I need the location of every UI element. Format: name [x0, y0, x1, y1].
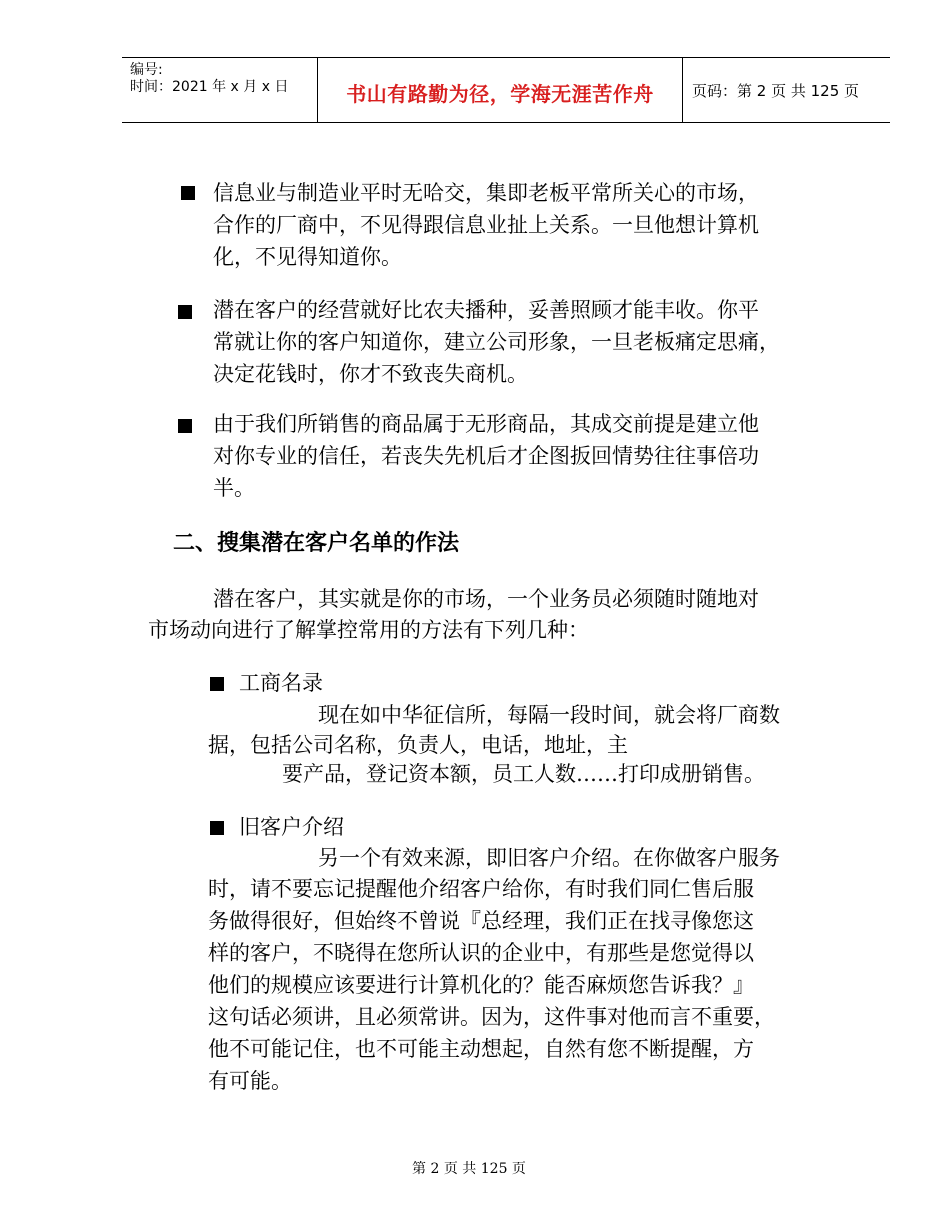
- bullet-square-icon: [178, 305, 192, 319]
- bullet-paragraph-1: [213, 177, 759, 273]
- method-line: 务做得很好，但始终不曾说『总经理，我们正在找寻像您这: [208, 909, 754, 933]
- bullet-paragraph-3: [213, 408, 759, 504]
- method-block: [208, 873, 775, 1097]
- method-title: 工商名录: [239, 671, 323, 695]
- method-line: 有可能。: [208, 1069, 292, 1093]
- method-line: 时，请不要忘记提醒他介绍客户给你，有时我们同仁售后服: [208, 877, 754, 901]
- bullet-square-icon: [210, 821, 224, 835]
- document-number-label: 编号:: [130, 62, 163, 78]
- bullet-square-icon: [181, 186, 195, 200]
- header-page-info: 页码：第 2 页 共 125 页: [692, 82, 860, 100]
- paragraph-line: 信息业与制造业平时无哈交，集即老板平常所关心的市场，: [213, 181, 759, 205]
- paragraph-line: 化，不见得知道你。: [213, 245, 402, 269]
- section-intro-line-2: 市场动向进行了解掌控常用的方法有下列几种：: [148, 618, 589, 642]
- section-intro-line-1: 潜在客户，其实就是你的市场，一个业务员必须随时随地对: [213, 587, 759, 611]
- method-line: 样的客户，不晓得在您所认识的企业中，有那些是您觉得以: [208, 941, 754, 965]
- header-right-cell: [682, 58, 890, 122]
- paragraph-line: 合作的厂商中，不见得跟信息业扯上关系。一旦他想计算机: [213, 213, 759, 237]
- paragraph-line: 由于我们所销售的商品属于无形商品，其成交前提是建立他: [213, 412, 759, 436]
- document-time: 时间：2021 年 x 月 x 日: [130, 79, 289, 95]
- paragraph-line: 对你专业的信任，若丧失先机后才企图扳回情势往往事倍功: [213, 444, 759, 468]
- paragraph-line: 潜在客户的经营就好比农夫播种，妥善照顾才能丰收。你平: [213, 298, 759, 322]
- method-line: 现在如中华征信所，每隔一段时间，就会将厂商数: [318, 703, 780, 727]
- method-line: 据，包括公司名称，负责人，电话，地址，主: [208, 733, 628, 757]
- bullet-paragraph-2: [213, 294, 780, 390]
- page-header: [122, 57, 890, 123]
- paragraph-line: 半。: [213, 476, 255, 500]
- paragraph-line: 决定花钱时，你才不致丧失商机。: [213, 362, 528, 386]
- header-left-cell: [122, 58, 317, 122]
- method-line: 他们的规模应该要进行计算机化的？能否麻烦您告诉我？』: [208, 973, 754, 997]
- bullet-square-icon: [210, 677, 224, 691]
- footer-page-number: 第 2 页 共 125 页: [412, 1161, 526, 1177]
- method-line: 要产品，登记资本额，员工人数……打印成册销售。: [282, 762, 765, 786]
- page-footer: [0, 1158, 950, 1178]
- section-heading: 二、搜集潜在客户名单的作法: [173, 530, 460, 556]
- method-title: 旧客户介绍: [239, 815, 344, 839]
- paragraph-line: 常就让你的客户知道你，建立公司形象，一旦老板痛定思痛，: [213, 330, 780, 354]
- header-motto: 书山有路勤为径，学海无涯苦作舟: [346, 82, 654, 106]
- method-line: 另一个有效来源，即旧客户介绍。在你做客户服务: [318, 846, 780, 870]
- method-line: 他不可能记住，也不可能主动想起，自然有您不断提醒，方: [208, 1037, 754, 1061]
- bullet-square-icon: [178, 419, 192, 433]
- method-line: 这句话必须讲，且必须常讲。因为，这件事对他而言不重要，: [208, 1005, 775, 1029]
- header-middle-cell: [317, 58, 683, 122]
